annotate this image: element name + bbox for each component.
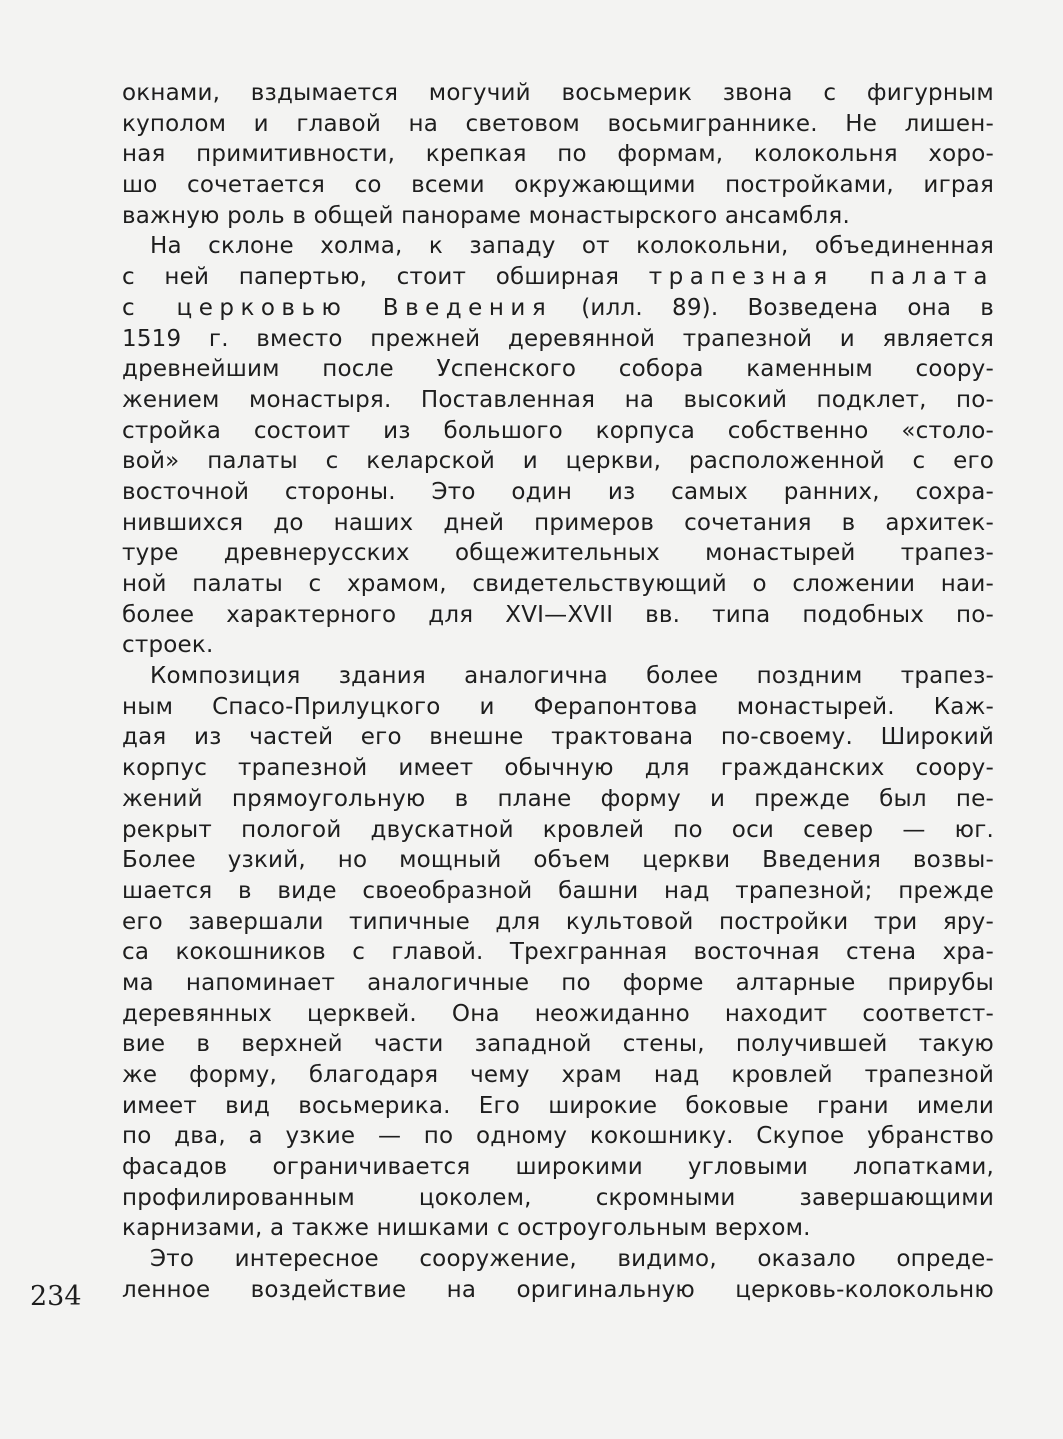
text-line: Более узкий, но мощный объем церкви Введения возвы- — [122, 847, 994, 874]
text-line: строек. — [122, 632, 214, 659]
text-line: нившихся до наших дней примеров сочетания в архитек- — [122, 509, 994, 536]
text-line: важную роль в общей панораме монастырского ансамбля. — [122, 202, 850, 229]
text-line: корпус трапезной имеет обычную для гражданских соору- — [122, 755, 994, 782]
text-line: более характерного для XVI—XVII вв. типа подобных по- — [122, 601, 994, 628]
text-line: са кокошников с главой. Трехгранная восточная стена хра- — [122, 939, 994, 966]
text-line: Это интересное сооружение, видимо, оказало опреде- — [150, 1246, 994, 1273]
text-line: ма напоминает аналогичные по форме алтарные прирубы — [122, 969, 994, 996]
text-line: дая из частей его внешне трактована по-своему. Широкий — [122, 724, 994, 751]
text-line: шо сочетается со всеми окружающими постройками, играя — [122, 172, 994, 199]
text-line: ленное воздействие на оригинальную церковь-колокольню — [122, 1276, 994, 1303]
text-line: же форму, благодаря чему храм над кровлей трапезной — [122, 1062, 994, 1088]
text-line: рекрыт пологой двускатной кровлей по оси север — юг. — [122, 816, 994, 843]
text-line: по два, а узкие — по одному кокошнику. Скупое убранство — [122, 1123, 994, 1150]
text-line: вие в верхней части западной стены, получившей такую — [122, 1031, 994, 1058]
body-text — [122, 78, 994, 1306]
text-line: На склоне холма, к западу от колокольни, объединенная — [150, 233, 994, 260]
text-line — [122, 262, 994, 293]
text-fragment: с ней папертью, стоит обширная — [122, 264, 649, 291]
page-number: 234 — [30, 1281, 82, 1312]
text-line: окнами, вздымается могучий восьмерик звона с фигурным — [122, 80, 994, 106]
text-line: жений прямоугольную в плане форму и прежде был пе- — [122, 785, 994, 812]
spaced-term: трапезная палата — [648, 264, 994, 291]
text-line: ным Спасо-Прилуцкого и Ферапонтова монастырей. Каж- — [122, 693, 994, 720]
text-line: его завершали типичные для культовой постройки три яру- — [122, 908, 994, 935]
text-line: шается в виде своеобразной башни над трапезной; прежде — [122, 877, 994, 904]
text-line: имеет вид восьмерика. Его широкие боковые грани имели — [122, 1092, 994, 1119]
text-line: восточной стороны. Это один из самых ранних, сохра- — [122, 478, 994, 505]
text-line: фасадов ограничивается широкими угловыми лопатками, — [122, 1154, 994, 1181]
text-line: 1519 г. вместо прежней деревянной трапезной и является — [122, 325, 994, 352]
text-line: ная примитивности, крепкая по формам, колокольня хоро- — [122, 141, 994, 168]
text-line: карнизами, а также нишками с остроугольным верхом. — [122, 1215, 811, 1242]
text-line: деревянных церквей. Она неожиданно находит соответст- — [122, 1000, 994, 1027]
text-line: жением монастыря. Поставленная на высокий подклет, по- — [122, 386, 994, 413]
text-fragment: (илл. 89). Возведена она в — [552, 294, 994, 321]
text-line: куполом и главой на световом восьмиграннике. Не лишен- — [122, 110, 994, 137]
text-line: ной палаты с храмом, свидетельствующий о сложении наи- — [122, 571, 994, 597]
text-line — [122, 293, 994, 324]
spaced-term: с церковью Введения — [122, 294, 553, 321]
text-line: Композиция здания аналогична более поздним трапез- — [150, 663, 994, 690]
text-line: стройка состоит из большого корпуса собственно «столо- — [122, 417, 994, 444]
text-line: древнейшим после Успенского собора каменным соору- — [122, 356, 994, 383]
text-line: туре древнерусских общежительных монастырей трапез- — [122, 540, 994, 567]
text-line: вой» палаты с келарской и церкви, расположенной с его — [122, 448, 994, 475]
text-line: профилированным цоколем, скромными завершающими — [122, 1184, 994, 1211]
